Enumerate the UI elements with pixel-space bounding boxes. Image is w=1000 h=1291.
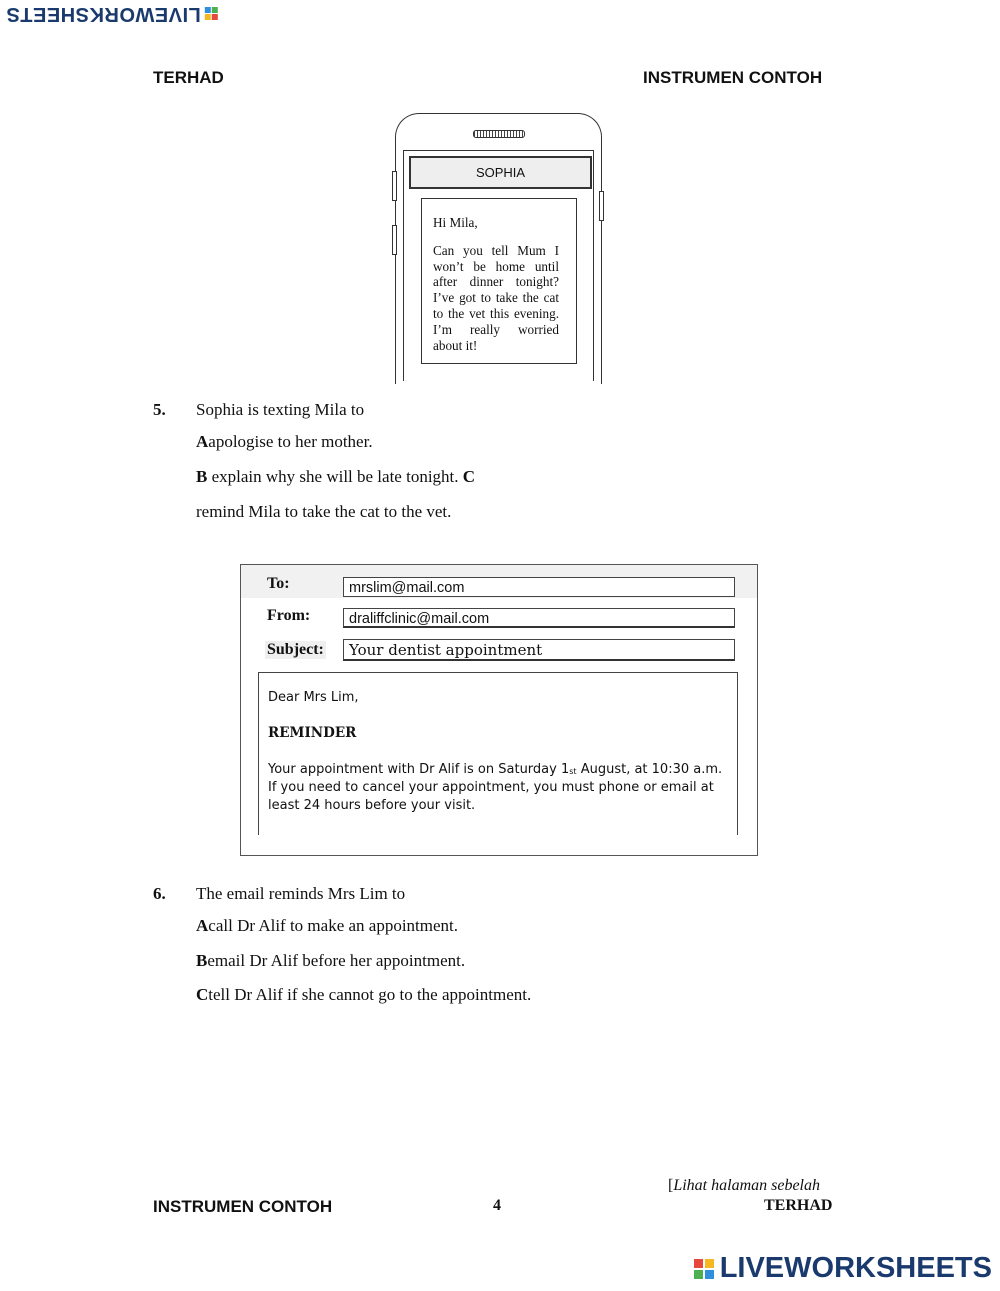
q5-option-a-text: apologise to her mother. (208, 432, 373, 451)
phone-illustration (395, 113, 602, 375)
q6-option-b[interactable] (196, 950, 465, 972)
footer-note (668, 1177, 820, 1195)
q5-stem: Sophia is texting Mila to (196, 400, 365, 419)
q5-option-b[interactable] (196, 466, 475, 488)
q5-option-a[interactable] (196, 431, 373, 453)
email-from-field: draliffclinic@mail.com (343, 608, 735, 628)
phone-speaker-icon (473, 130, 525, 138)
q6-option-c[interactable] (196, 984, 531, 1006)
q6-option-a[interactable] (196, 915, 458, 937)
q6-stem: The email reminds Mrs Lim to (196, 884, 406, 903)
logo-text-bottom: LIVEWORKSHEETS (719, 1252, 992, 1284)
email-to-field: mrslim@mail.com (343, 577, 735, 597)
email-line-1-suffix: st (569, 767, 577, 776)
header-right: INSTRUMEN CONTOH (643, 68, 823, 87)
email-heading: REMINDER (268, 725, 357, 741)
email-line-1 (268, 761, 722, 781)
q6-option-b-letter: B (196, 951, 208, 970)
email-from-label: From: (267, 607, 311, 624)
q5-number: 5. (153, 400, 166, 419)
logo-blocks-icon (694, 1259, 714, 1279)
phone-side-button (392, 171, 397, 201)
q5-option-b-letter: B (196, 467, 208, 486)
q5-option-a-letter: A (196, 432, 209, 451)
header-left: TERHAD (153, 68, 224, 87)
logo-blocks-icon (205, 7, 218, 20)
liveworksheets-logo-mirrored (6, 2, 218, 25)
message-greeting: Hi Mila, (433, 215, 478, 230)
footer-note-text: Lihat halaman sebelah (673, 1177, 820, 1194)
q6-option-a-text: call Dr Alif to make an appointment. (208, 916, 459, 935)
email-line-2: If you need to cancel your appointment, you must phone or email at (268, 780, 714, 795)
q6-option-a-letter: A (196, 916, 209, 935)
email-line-3: least 24 hours before your visit. (268, 798, 476, 813)
email-subject-label: Subject: (267, 641, 324, 658)
email-body (258, 672, 738, 835)
email-subject-field: Your dentist appointment (343, 639, 735, 661)
phone-side-button (599, 191, 604, 221)
logo-text-top: LIVEWORKSHEETS (6, 3, 201, 25)
q6-number: 6. (153, 884, 166, 903)
liveworksheets-logo[interactable] (694, 1252, 992, 1285)
phone-side-button (392, 225, 397, 255)
footer-right: TERHAD (764, 1197, 833, 1214)
email-panel (240, 564, 758, 856)
page-number: 4 (493, 1197, 501, 1214)
email-salutation: Dear Mrs Lim, (268, 690, 359, 705)
q6-option-c-letter: C (196, 985, 209, 1004)
q5-option-c-letter: C (462, 467, 476, 486)
text-message-bubble (421, 198, 577, 364)
q6-option-b-text: email Dr Alif before her appointment. (207, 951, 466, 970)
footer-left: INSTRUMEN CONTOH (153, 1197, 333, 1216)
q5-option-c-text[interactable]: remind Mila to take the cat to the vet. (196, 502, 452, 521)
phone-contact-name: SOPHIA (409, 156, 592, 189)
message-text: Can you tell Mum I won’t be home until after dinner tonight? I’ve got to take the cat to the vet this evening. I’m really worried about it! (433, 242, 559, 353)
q6-option-c-text: tell Dr Alif if she cannot go to the appointment. (208, 985, 532, 1004)
email-line-1a: Your appointment with Dr Alif is on Saturday 1 (268, 762, 570, 777)
q5-option-b-text: explain why she will be late tonight. (207, 467, 463, 486)
email-to-label: To: (267, 575, 290, 592)
email-line-1b: August, at 10:30 a.m. (576, 762, 723, 777)
footer-note-bracket: [ (668, 1177, 674, 1194)
